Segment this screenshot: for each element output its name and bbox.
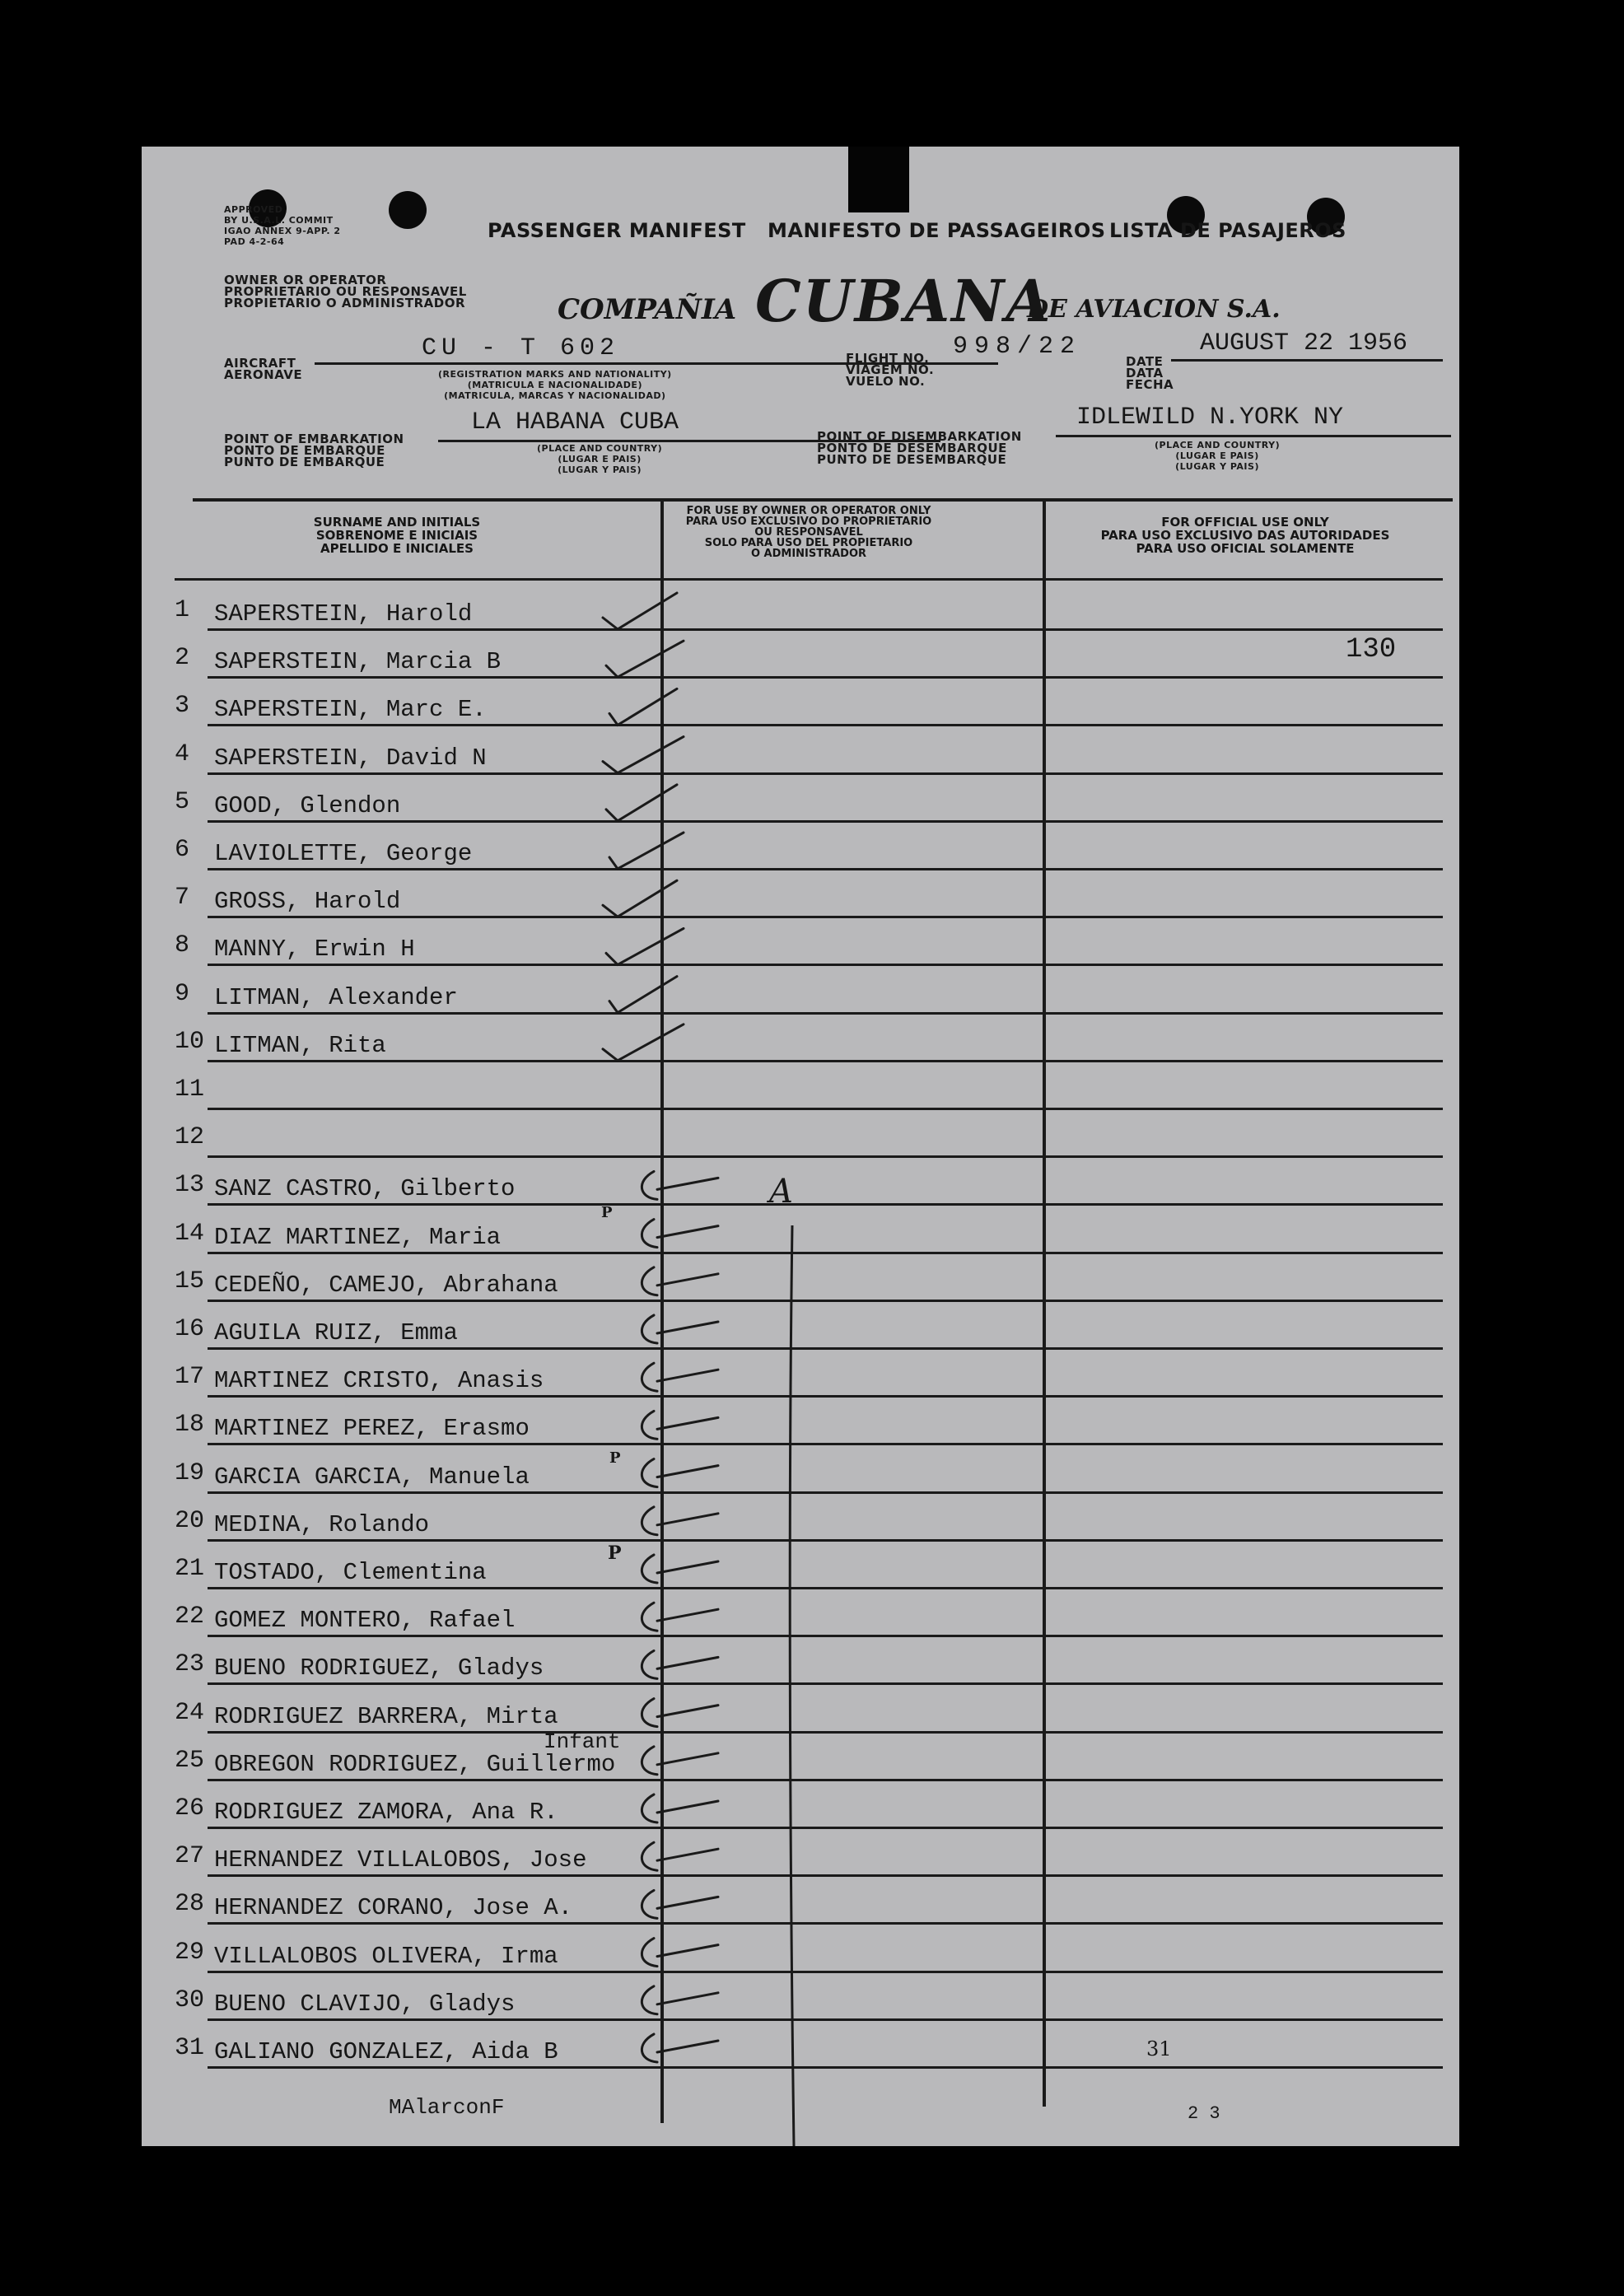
- check-mark: [642, 1603, 718, 1631]
- row-number: 29: [175, 1938, 205, 1967]
- passenger-name: SAPERSTEIN, Marc E.: [214, 696, 487, 724]
- disembark-value: IDLEWILD N.YORK NY: [1076, 404, 1344, 432]
- passenger-name: GROSS, Harold: [214, 888, 401, 916]
- check-mark: [642, 1794, 718, 1822]
- check-mark: [642, 1747, 718, 1775]
- check-mark: [609, 977, 677, 1013]
- row-number: 5: [175, 787, 190, 816]
- row-number: 21: [175, 1555, 205, 1583]
- row-number: 1: [175, 596, 190, 624]
- passenger-name: SAPERSTEIN, Harold: [214, 600, 473, 628]
- passenger-name: GOOD, Glendon: [214, 791, 401, 819]
- row-number: 26: [175, 1794, 205, 1822]
- row-number: 31: [175, 2034, 205, 2062]
- flight-label: FLIGHT NO. VIAGEM NO. VUELO NO.: [846, 351, 935, 389]
- row-number: 8: [175, 931, 190, 960]
- check-mark: [603, 737, 684, 773]
- row-number: 9: [175, 979, 190, 1008]
- passenger-name: HERNANDEZ CORANO, Jose A.: [214, 1894, 573, 1922]
- passenger-name: MARTINEZ CRISTO, Anasis: [214, 1367, 544, 1395]
- row-number: 7: [175, 884, 190, 912]
- check-mark: [603, 593, 677, 629]
- approval-block: APPROVED BY U.S.A.L. COMMIT IGAO ANNEX 9-APP. 2 PAD 4-2-64: [224, 204, 341, 247]
- check-mark: [642, 1986, 718, 2014]
- title-portuguese: MANIFESTO DE PASSAGEIROS: [768, 219, 1106, 242]
- passenger-name: GALIANO GONZALEZ, Aida B: [214, 2038, 558, 2065]
- passenger-name: OBREGON RODRIGUEZ, Guillermo: [214, 1750, 616, 1778]
- owner-label: OWNER OR OPERATOR PROPRIETARIO OU RESPONSAVEL PROPIETARIO O ADMINISTRADOR: [224, 273, 467, 310]
- stamp-p-3: P: [608, 1542, 622, 1564]
- row-number: 22: [175, 1603, 205, 1631]
- title-english: PASSENGER MANIFEST: [488, 219, 746, 242]
- infant-note: Infant: [544, 1729, 621, 1754]
- check-mark: [606, 785, 677, 821]
- column-header-official-use: FOR OFFICIAL USE ONLY PARA USO EXCLUSIVO DAS AUTORIDADES PARA USO OFICIAL SOLAMENTE: [1100, 515, 1390, 556]
- passenger-name: CEDEÑO, CAMEJO, Abrahana: [214, 1271, 558, 1299]
- date-label: DATE DATA FECHA: [1126, 354, 1174, 392]
- check-mark: [603, 880, 677, 917]
- embark-value: LA HABANA CUBA: [471, 408, 679, 436]
- official-count: 130: [1346, 634, 1397, 665]
- passenger-name: RODRIGUEZ ZAMORA, Ana R.: [214, 1799, 558, 1826]
- row-number: 19: [175, 1458, 205, 1487]
- row-number: 14: [175, 1219, 205, 1248]
- row-number: 13: [175, 1171, 205, 1200]
- passenger-name: BUENO RODRIGUEZ, Gladys: [214, 1654, 544, 1682]
- passenger-name: LAVIOLETTE, George: [214, 840, 473, 867]
- row-number: 11: [175, 1076, 205, 1104]
- passenger-name: BUENO CLAVIJO, Gladys: [214, 1990, 516, 2018]
- check-mark: [642, 2034, 718, 2062]
- stamp-p-1: P: [601, 1204, 613, 1221]
- check-mark: [642, 1939, 718, 1967]
- long-vertical-stroke: [790, 1225, 794, 2146]
- embark-place-label: (PLACE AND COUNTRY) (LUGAR E PAIS) (LUGAR Y PAIS): [537, 443, 663, 475]
- corner-marks: 2 3: [1188, 2103, 1220, 2124]
- row-number: 4: [175, 740, 190, 768]
- check-mark: [642, 1890, 718, 1918]
- passenger-name: LITMAN, Rita: [214, 1031, 386, 1059]
- row-number: 28: [175, 1890, 205, 1919]
- check-mark: [642, 1650, 718, 1678]
- passenger-name: HERNANDEZ VILLALOBOS, Jose: [214, 1846, 587, 1874]
- row-number: 10: [175, 1027, 205, 1056]
- title-spanish: LISTA DE PASAJEROS: [1109, 219, 1346, 242]
- row-number: 3: [175, 692, 190, 721]
- airline-suffix: DE AVIACION S.A.: [1027, 295, 1281, 324]
- check-mark: [642, 1315, 718, 1343]
- check-mark: [606, 641, 684, 677]
- row-number: 27: [175, 1842, 205, 1871]
- passenger-name: GARCIA GARCIA, Manuela: [214, 1463, 530, 1491]
- check-mark: [609, 688, 677, 725]
- row-number: 12: [175, 1123, 205, 1152]
- row-number: 18: [175, 1411, 205, 1440]
- aircraft-value: CU - T 602: [422, 334, 620, 362]
- passenger-name: TOSTADO, Clementina: [214, 1559, 487, 1586]
- passenger-name: MEDINA, Rolando: [214, 1510, 430, 1538]
- date-value: AUGUST 22 1956: [1200, 329, 1408, 357]
- column-header-owner-use: FOR USE BY OWNER OR OPERATOR ONLY PARA USO EXCLUSIVO DO PROPRIETARIO OU RESPONSAVEL SOLO PARA USO DEL PROPIETARIO O ADMINISTRADOR: [685, 505, 932, 560]
- passenger-name: MARTINEZ PEREZ, Erasmo: [214, 1415, 530, 1443]
- stamp-p-2: P: [609, 1449, 621, 1467]
- passenger-name: GOMEZ MONTERO, Rafael: [214, 1607, 516, 1635]
- check-mark: [642, 1363, 718, 1391]
- disembark-label: POINT OF DISEMBARKATION PONTO DE DESEMBARQUE PUNTO DE DESEMBARQUE: [817, 429, 1022, 467]
- check-mark: [606, 928, 684, 964]
- check-mark: [642, 1555, 718, 1583]
- manifest-sheet: [142, 147, 1459, 2146]
- check-mark: [642, 1220, 718, 1248]
- passenger-name: AGUILA RUIZ, Emma: [214, 1319, 458, 1346]
- check-mark: [642, 1267, 718, 1295]
- passenger-name: LITMAN, Alexander: [214, 983, 458, 1011]
- passenger-name: MANNY, Erwin H: [214, 936, 415, 964]
- row-number: 2: [175, 644, 190, 673]
- column-header-surname: SURNAME AND INITIALS SOBRENOME E INICIAIS APELLIDO E INICIALES: [313, 515, 481, 556]
- check-mark: [642, 1699, 718, 1727]
- passenger-name: SAPERSTEIN, David N: [214, 744, 487, 772]
- check-mark: [642, 1842, 718, 1870]
- passenger-name: SANZ CASTRO, Gilberto: [214, 1175, 516, 1203]
- page-mark: 31: [1146, 2037, 1172, 2060]
- row-number: 6: [175, 836, 190, 864]
- passenger-name: DIAZ MARTINEZ, Maria: [214, 1223, 502, 1251]
- embark-label: POINT OF EMBARKATION PONTO DE EMBARQUE PUNTO DE EMBARQUE: [224, 432, 404, 469]
- check-mark: [609, 833, 684, 869]
- signature: MAlarconF: [389, 2095, 505, 2120]
- passenger-name: RODRIGUEZ BARRERA, Mirta: [214, 1702, 558, 1730]
- handwritten-checkmarks: [142, 147, 1459, 2146]
- row-number: 25: [175, 1746, 205, 1775]
- airline-name: CUBANA: [755, 267, 1052, 335]
- row-number: 30: [175, 1986, 205, 2014]
- flight-value: 998/22: [953, 333, 1082, 361]
- row-number: 24: [175, 1698, 205, 1727]
- passenger-name: VILLALOBOS OLIVERA, Irma: [214, 1942, 558, 1970]
- row-number: 16: [175, 1315, 205, 1343]
- check-mark: [642, 1171, 718, 1199]
- check-mark: [642, 1459, 718, 1487]
- aircraft-label: AIRCRAFT AERONAVE: [224, 356, 303, 382]
- disembark-place-label: (PLACE AND COUNTRY) (LUGAR E PAIS) (LUGAR Y PAIS): [1155, 440, 1281, 472]
- passenger-name: SAPERSTEIN, Marcia B: [214, 648, 502, 676]
- row-number: 17: [175, 1363, 205, 1392]
- row-number: 23: [175, 1650, 205, 1679]
- registration-label: (REGISTRATION MARKS AND NATIONALITY) (MATRICULA E NACIONALIDADE) (MATRICULA, MARCAS Y NACIONALIDAD): [438, 369, 672, 401]
- row-number: 20: [175, 1506, 205, 1535]
- check-mark: [642, 1507, 718, 1535]
- check-mark: [603, 1024, 684, 1061]
- check-mark: [642, 1411, 718, 1439]
- airline-prefix: COMPAÑIA: [558, 293, 737, 326]
- row-number: 15: [175, 1267, 205, 1295]
- handwritten-a: A: [769, 1173, 793, 1211]
